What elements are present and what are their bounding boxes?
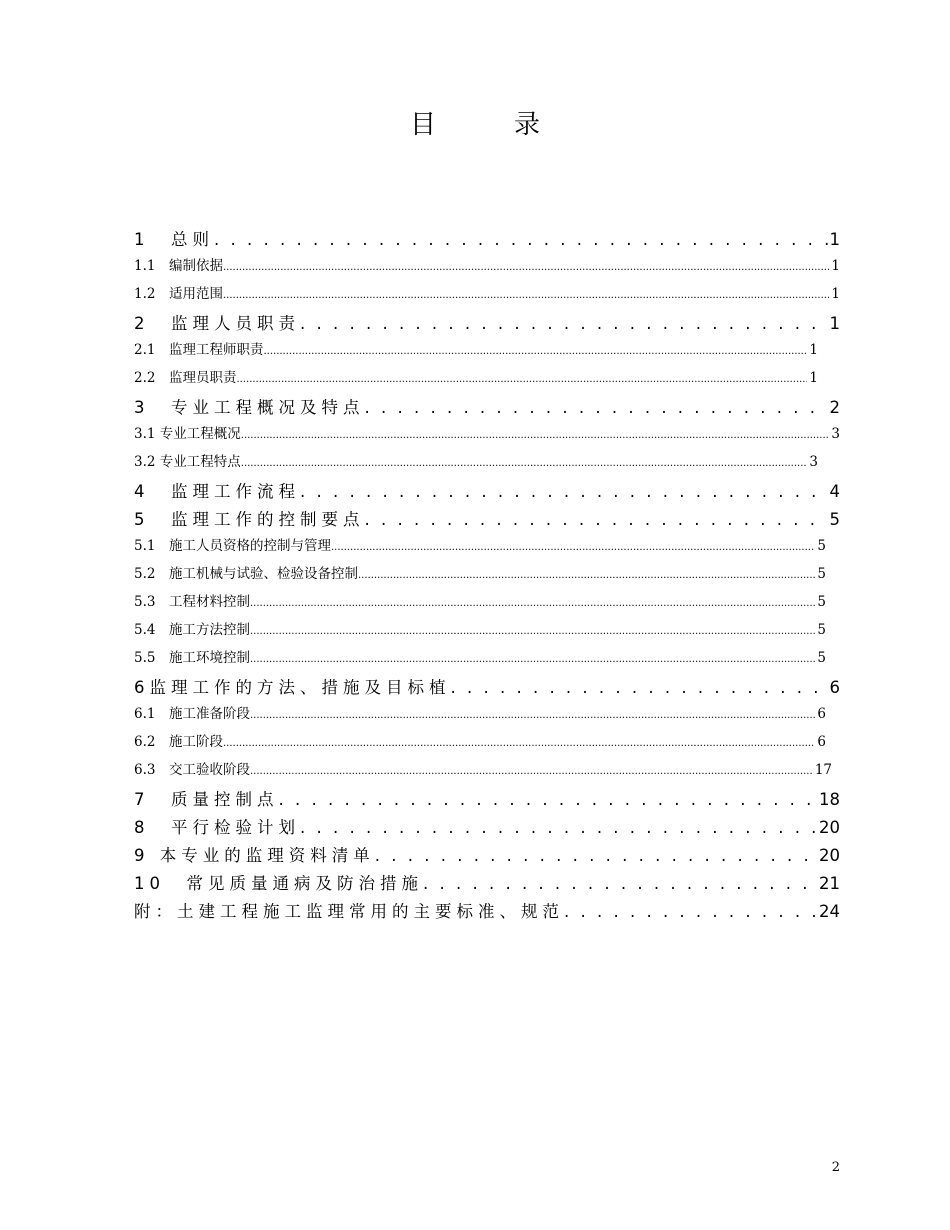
toc-entry-label: 3.2 专业工程特点 [134, 454, 241, 470]
toc-dot-leader [300, 482, 828, 501]
toc-entry-chapter[interactable] [134, 478, 840, 506]
toc-entry-label: 7 质量控制点 [134, 790, 279, 809]
toc-dot-leader [241, 426, 830, 442]
toc-dot-leader [263, 342, 807, 358]
toc-entry-label: 2 监理人员职责 [134, 314, 300, 333]
toc-entry-page: 24 [819, 902, 840, 921]
toc-entry-section[interactable] [134, 338, 818, 366]
toc-entry-label: 4 监理工作流程 [134, 482, 300, 501]
toc-dot-leader [223, 734, 815, 750]
toc-entry-page: 20 [819, 818, 840, 837]
toc-entry-page: 1 [831, 258, 840, 274]
toc-entry-chapter[interactable] [134, 814, 840, 842]
toc-entry-page: 4 [829, 482, 840, 501]
toc-dot-leader [279, 790, 818, 809]
toc-entry-chapter[interactable] [134, 786, 840, 814]
toc-entry-section[interactable] [134, 730, 826, 758]
toc-entry-section[interactable] [134, 450, 818, 478]
toc-entry-label: 1.2 适用范围 [134, 286, 223, 302]
toc-dot-leader [223, 258, 829, 274]
toc-dot-leader [250, 706, 815, 722]
toc-dot-leader [331, 538, 815, 554]
toc-dot-leader [365, 398, 828, 417]
toc-entry-page: 20 [819, 846, 840, 865]
toc-entry-page: 2 [829, 398, 840, 417]
toc-dot-leader [365, 510, 828, 529]
toc-entry-chapter[interactable] [134, 870, 840, 898]
toc-entry-label: 1.1 编制依据 [134, 258, 223, 274]
toc-entry-section[interactable] [134, 646, 826, 674]
toc-entry-label: 5.2 施工机械与试验、检验设备控制 [134, 566, 358, 582]
toc-entry-page: 18 [819, 790, 840, 809]
toc-entry-page: 5 [817, 594, 826, 610]
toc-entry-label: 1 总则 [134, 230, 214, 249]
toc-entry-section[interactable] [134, 366, 818, 394]
page-number: 2 [831, 1160, 840, 1175]
toc-entry-page: 1 [831, 286, 840, 302]
toc-entry-page: 5 [817, 566, 826, 582]
toc-dot-leader [300, 818, 817, 837]
toc-entry-chapter[interactable] [134, 226, 840, 254]
toc-entry-page: 1 [829, 230, 840, 249]
toc-entry-label: 6.1 施工准备阶段 [134, 706, 250, 722]
toc-dot-leader [241, 454, 808, 470]
table-of-contents [134, 226, 840, 926]
toc-entry-page: 3 [809, 454, 818, 470]
toc-dot-leader [250, 650, 815, 666]
toc-entry-label: 2.2 监理员职责 [134, 370, 237, 386]
toc-entry-section[interactable] [134, 758, 832, 786]
toc-entry-page: 5 [817, 538, 826, 554]
toc-entry-page: 6 [829, 678, 840, 697]
toc-entry-label: 6.2 施工阶段 [134, 734, 223, 750]
toc-entry-page: 3 [831, 426, 840, 442]
toc-dot-leader [236, 370, 807, 386]
toc-entry-page: 5 [817, 622, 826, 638]
toc-entry-page: 5 [817, 650, 826, 666]
toc-entry-section[interactable] [134, 254, 840, 282]
toc-entry-page: 21 [819, 874, 840, 893]
toc-entry-section[interactable] [134, 282, 840, 310]
toc-entry-chapter[interactable] [134, 506, 840, 534]
toc-entry-section[interactable] [134, 590, 826, 618]
toc-entry-label: 5 监理工作的控制要点 [134, 510, 365, 529]
toc-dot-leader [423, 874, 817, 893]
toc-entry-page: 1 [809, 342, 818, 358]
toc-entry-label: 3 专业工程概况及特点 [134, 398, 365, 417]
toc-entry-page: 6 [817, 706, 826, 722]
toc-entry-label: 5.3 工程材料控制 [134, 594, 250, 610]
toc-entry-label: 8 平行检验计划 [134, 818, 300, 837]
toc-entry-label: 9 本专业的监理资料清单 [134, 846, 375, 865]
toc-entry-label: 2.1 监理工程师职责 [134, 342, 264, 358]
toc-entry-page: 1 [809, 370, 818, 386]
toc-entry-section[interactable] [134, 534, 826, 562]
toc-entry-page: 17 [814, 762, 832, 778]
toc-entry-section[interactable] [134, 562, 826, 590]
toc-dot-leader [375, 846, 817, 865]
toc-entry-chapter[interactable] [134, 310, 840, 338]
toc-entry-label: 5.5 施工环境控制 [134, 650, 250, 666]
toc-entry-section[interactable] [134, 702, 826, 730]
toc-dot-leader [250, 762, 813, 778]
toc-entry-page: 1 [829, 314, 840, 333]
toc-entry-chapter[interactable] [134, 898, 840, 926]
toc-entry-label: 5.1 施工人员资格的控制与管理 [134, 538, 331, 554]
toc-entry-chapter[interactable] [134, 674, 840, 702]
toc-entry-page: 5 [829, 510, 840, 529]
toc-entry-label: 10 常见质量通病及防治措施 [134, 874, 423, 893]
toc-entry-label: 5.4 施工方法控制 [134, 622, 250, 638]
toc-entry-section[interactable] [134, 422, 840, 450]
toc-entry-label: 6.3 交工验收阶段 [134, 762, 250, 778]
toc-title: 目 录 [409, 110, 540, 140]
toc-dot-leader [564, 902, 817, 921]
toc-entry-chapter[interactable] [134, 842, 840, 870]
toc-dot-leader [358, 566, 815, 582]
toc-entry-page: 6 [817, 734, 826, 750]
toc-entry-label: 3.1 专业工程概况 [134, 426, 241, 442]
toc-entry-label: 附：土建工程施工监理常用的主要标准、规范 [134, 902, 564, 921]
toc-dot-leader [300, 314, 828, 333]
toc-entry-label: 6监理工作的方法、措施及目标植 [134, 678, 451, 697]
toc-entry-section[interactable] [134, 618, 826, 646]
toc-entry-chapter[interactable] [134, 394, 840, 422]
toc-dot-leader [451, 678, 828, 697]
toc-dot-leader [250, 622, 815, 638]
toc-dot-leader [214, 230, 828, 249]
toc-dot-leader [250, 594, 815, 610]
toc-dot-leader [223, 286, 829, 302]
